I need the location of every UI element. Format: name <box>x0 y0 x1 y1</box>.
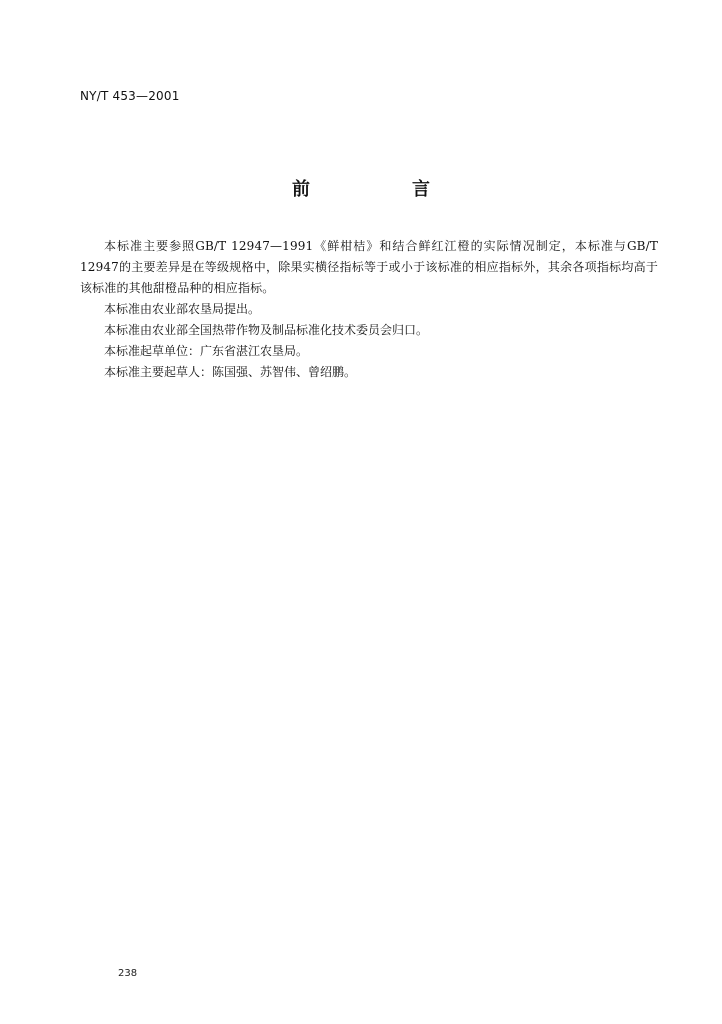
foreword-body <box>80 236 658 383</box>
paragraph-committee: 本标准由农业部全国热带作物及制品标准化技术委员会归口。 <box>104 323 429 337</box>
foreword-title: 前 言 <box>292 179 472 200</box>
standard-code-header: NY/T 453—2001 <box>80 89 180 103</box>
paragraph-drafting-unit: 本标准起草单位：广东省湛江农垦局。 <box>104 344 309 358</box>
paragraph-proposer: 本标准由农业部农垦局提出。 <box>104 302 261 316</box>
page-number: 238 <box>118 968 138 979</box>
paragraph-drafters: 本标准主要起草人：陈国强、苏智伟、曾绍鹏。 <box>104 365 357 379</box>
paragraph-scope: 本标准主要参照GB/T 12947—1991《鲜柑桔》和结合鲜红江橙的实际情况制定，本标准与GB/T 12947的主要差异是在等级规格中，除果实横径指标等于或小于该标准的相应指标外，其余各项指标均高于该标准的其他甜橙品种的相应指标。 <box>80 239 658 295</box>
